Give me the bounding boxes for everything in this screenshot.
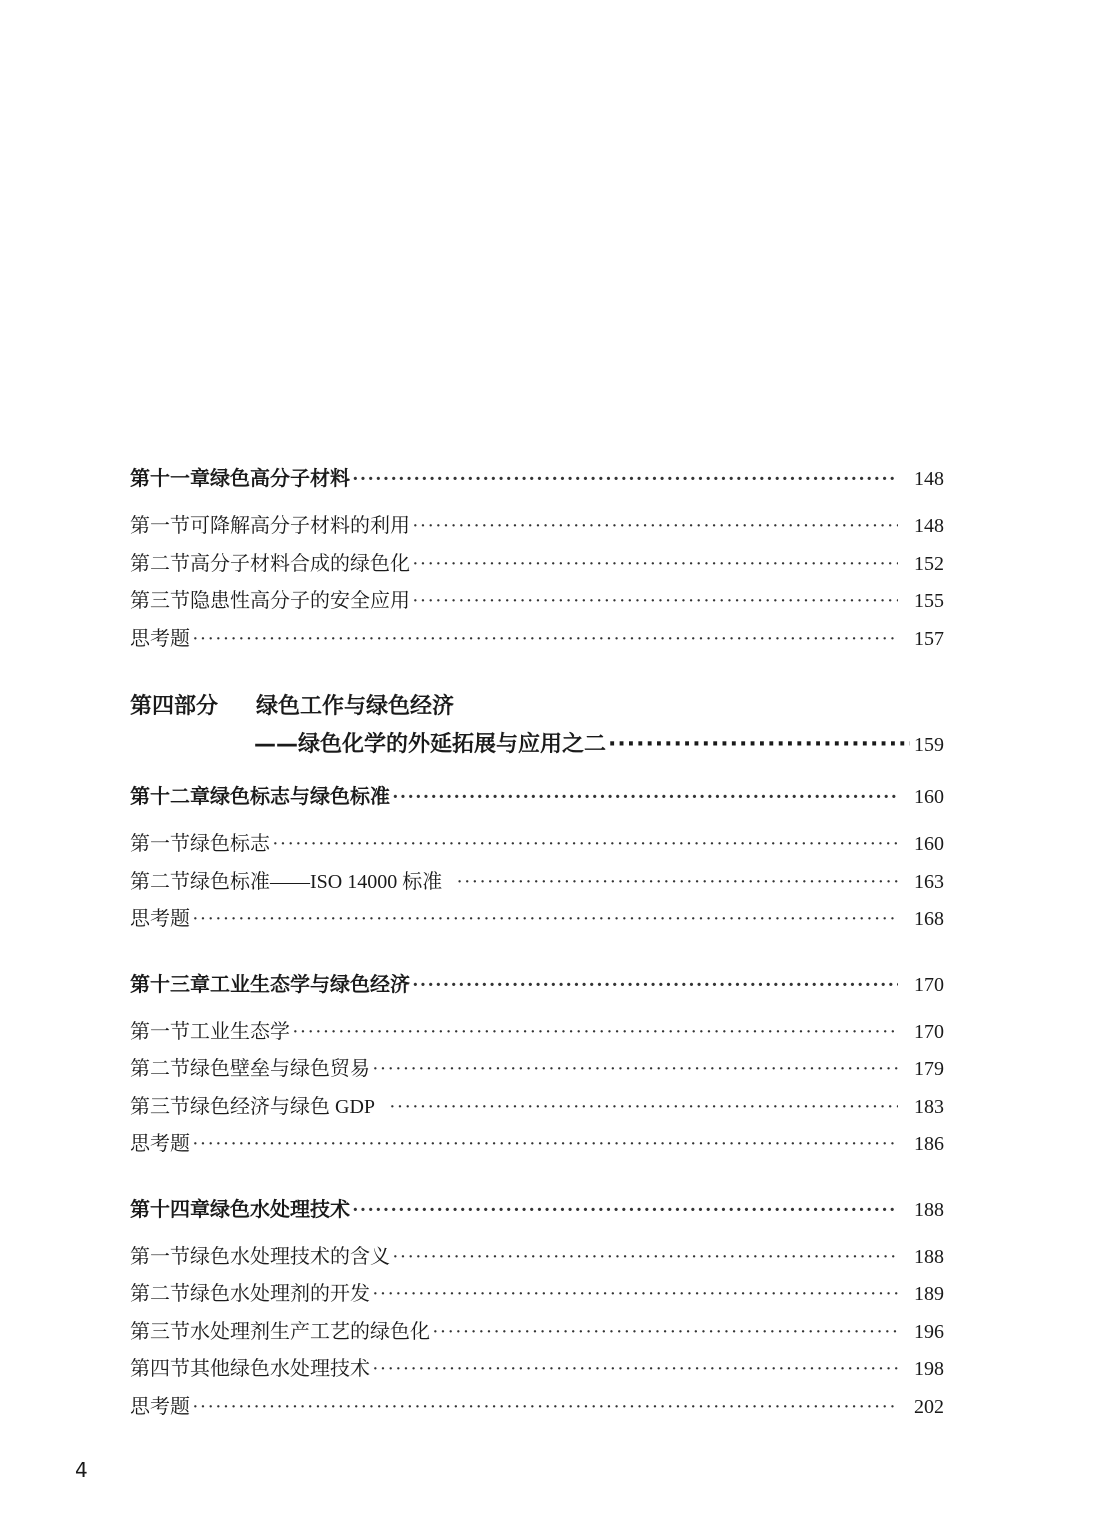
dot-leader [192, 1389, 898, 1427]
toc-exercises[interactable] [130, 1389, 944, 1427]
page-number: 179 [914, 1058, 944, 1080]
toc-chapter-11[interactable] [130, 459, 944, 499]
toc-section[interactable] [130, 1276, 944, 1314]
chapter-number: 第十二章 [130, 786, 210, 808]
section-number: 第二节 [130, 1058, 190, 1080]
dot-leader [272, 826, 898, 864]
part-subtitle: ——绿色化学的外延拓展与应用之二 [254, 732, 607, 757]
dot-leader [412, 583, 898, 621]
dot-leader [432, 1314, 898, 1352]
section-number: 第二节 [130, 552, 190, 575]
section-title: 绿色经济与绿色 GDP [190, 1095, 376, 1118]
toc-section[interactable] [130, 826, 944, 864]
dot-leader [412, 965, 898, 1005]
dot-leader [456, 864, 898, 902]
section-title: 其他绿色水处理技术 [190, 1358, 370, 1380]
page-number: 189 [914, 1283, 944, 1305]
page-number: 155 [914, 590, 944, 612]
page-number: 198 [914, 1358, 944, 1380]
toc-section[interactable] [130, 546, 944, 584]
toc-part-4[interactable] [130, 688, 944, 764]
section-number: 第一节 [130, 1245, 190, 1268]
part-title: 绿色工作与绿色经济 [256, 694, 455, 719]
section-number: 第一节 [130, 833, 190, 855]
page-number: 160 [914, 786, 944, 808]
toc-chapter-13[interactable] [130, 965, 944, 1005]
section-title: 高分子材料合成的绿色化 [190, 552, 410, 575]
exercises-title: 思考题 [130, 1133, 190, 1155]
page-number: 183 [914, 1095, 944, 1118]
page-number: 157 [914, 627, 944, 650]
exercises-title: 思考题 [130, 1395, 190, 1418]
toc-section[interactable] [130, 864, 944, 902]
dot-leader [192, 1126, 898, 1164]
section-title: 绿色水处理技术的含义 [190, 1245, 390, 1268]
section-number: 第一节 [130, 1020, 190, 1043]
section-number: 第三节 [130, 1320, 190, 1343]
section-number: 第一节 [130, 515, 190, 537]
section-title: 可降解高分子材料的利用 [190, 515, 410, 537]
page-number: 188 [914, 1245, 944, 1268]
dot-leader [192, 621, 898, 659]
dot-leader [372, 1051, 898, 1089]
page-number: 159 [914, 734, 944, 756]
toc-exercises[interactable] [130, 1126, 944, 1164]
part-number: 第四部分 [130, 694, 219, 719]
dot-leader [392, 777, 898, 817]
page-number: 163 [914, 870, 944, 893]
page-number: 202 [914, 1395, 944, 1418]
dot-leader [352, 459, 898, 499]
section-title: 隐患性高分子的安全应用 [190, 590, 410, 612]
dot-leader [292, 1014, 898, 1052]
dot-leader [352, 1190, 898, 1230]
toc-section[interactable] [130, 1351, 944, 1389]
section-number: 第四节 [130, 1358, 190, 1380]
chapter-title: 工业生态学与绿色经济 [210, 973, 410, 996]
chapter-number: 第十一章 [130, 468, 210, 490]
toc-section[interactable] [130, 583, 944, 621]
section-number: 第三节 [130, 1095, 190, 1118]
page-number: 148 [914, 515, 944, 537]
toc-chapter-12[interactable] [130, 777, 944, 817]
page-number: 170 [914, 1020, 944, 1043]
toc-section[interactable] [130, 1089, 944, 1127]
page-number: 188 [914, 1198, 944, 1221]
dot-leader [412, 508, 898, 546]
toc-section[interactable] [130, 1051, 944, 1089]
section-title: 绿色壁垒与绿色贸易 [190, 1058, 370, 1080]
page-folio: 4 [75, 1458, 88, 1482]
table-of-contents [130, 459, 944, 1426]
toc-section[interactable] [130, 508, 944, 546]
page-number: 148 [914, 468, 944, 490]
chapter-title: 绿色水处理技术 [210, 1198, 350, 1221]
toc-section[interactable] [130, 1314, 944, 1352]
section-title: 绿色标准——ISO 14000 标准 [190, 870, 443, 893]
dot-leader [412, 546, 898, 584]
toc-chapter-14[interactable] [130, 1190, 944, 1230]
page-number: 160 [914, 833, 944, 855]
section-number: 第二节 [130, 870, 190, 893]
chapter-title: 绿色标志与绿色标准 [210, 786, 390, 808]
section-number: 第二节 [130, 1283, 190, 1305]
chapter-number: 第十三章 [130, 973, 210, 996]
page-number: 168 [914, 908, 944, 930]
exercises-title: 思考题 [130, 627, 190, 650]
toc-section[interactable] [130, 1014, 944, 1052]
toc-exercises[interactable] [130, 621, 944, 659]
dot-leader [372, 1351, 898, 1389]
page-number: 152 [914, 552, 944, 575]
toc-exercises[interactable] [130, 901, 944, 939]
page-number: 196 [914, 1320, 944, 1343]
section-title: 绿色水处理剂的开发 [190, 1283, 370, 1305]
exercises-title: 思考题 [130, 908, 190, 930]
section-number: 第三节 [130, 590, 190, 612]
section-title: 工业生态学 [190, 1020, 290, 1043]
page-number: 186 [914, 1133, 944, 1155]
dot-leader [389, 1089, 898, 1127]
dot-leader [392, 1239, 898, 1277]
page-number: 170 [914, 973, 944, 996]
section-title: 水处理剂生产工艺的绿色化 [190, 1320, 430, 1343]
section-title: 绿色标志 [190, 833, 270, 855]
dot-leader [192, 901, 898, 939]
dot-leader [372, 1276, 898, 1314]
chapter-title: 绿色高分子材料 [210, 468, 350, 490]
toc-section[interactable] [130, 1239, 944, 1277]
dot-leader [608, 726, 910, 764]
chapter-number: 第十四章 [130, 1198, 210, 1221]
